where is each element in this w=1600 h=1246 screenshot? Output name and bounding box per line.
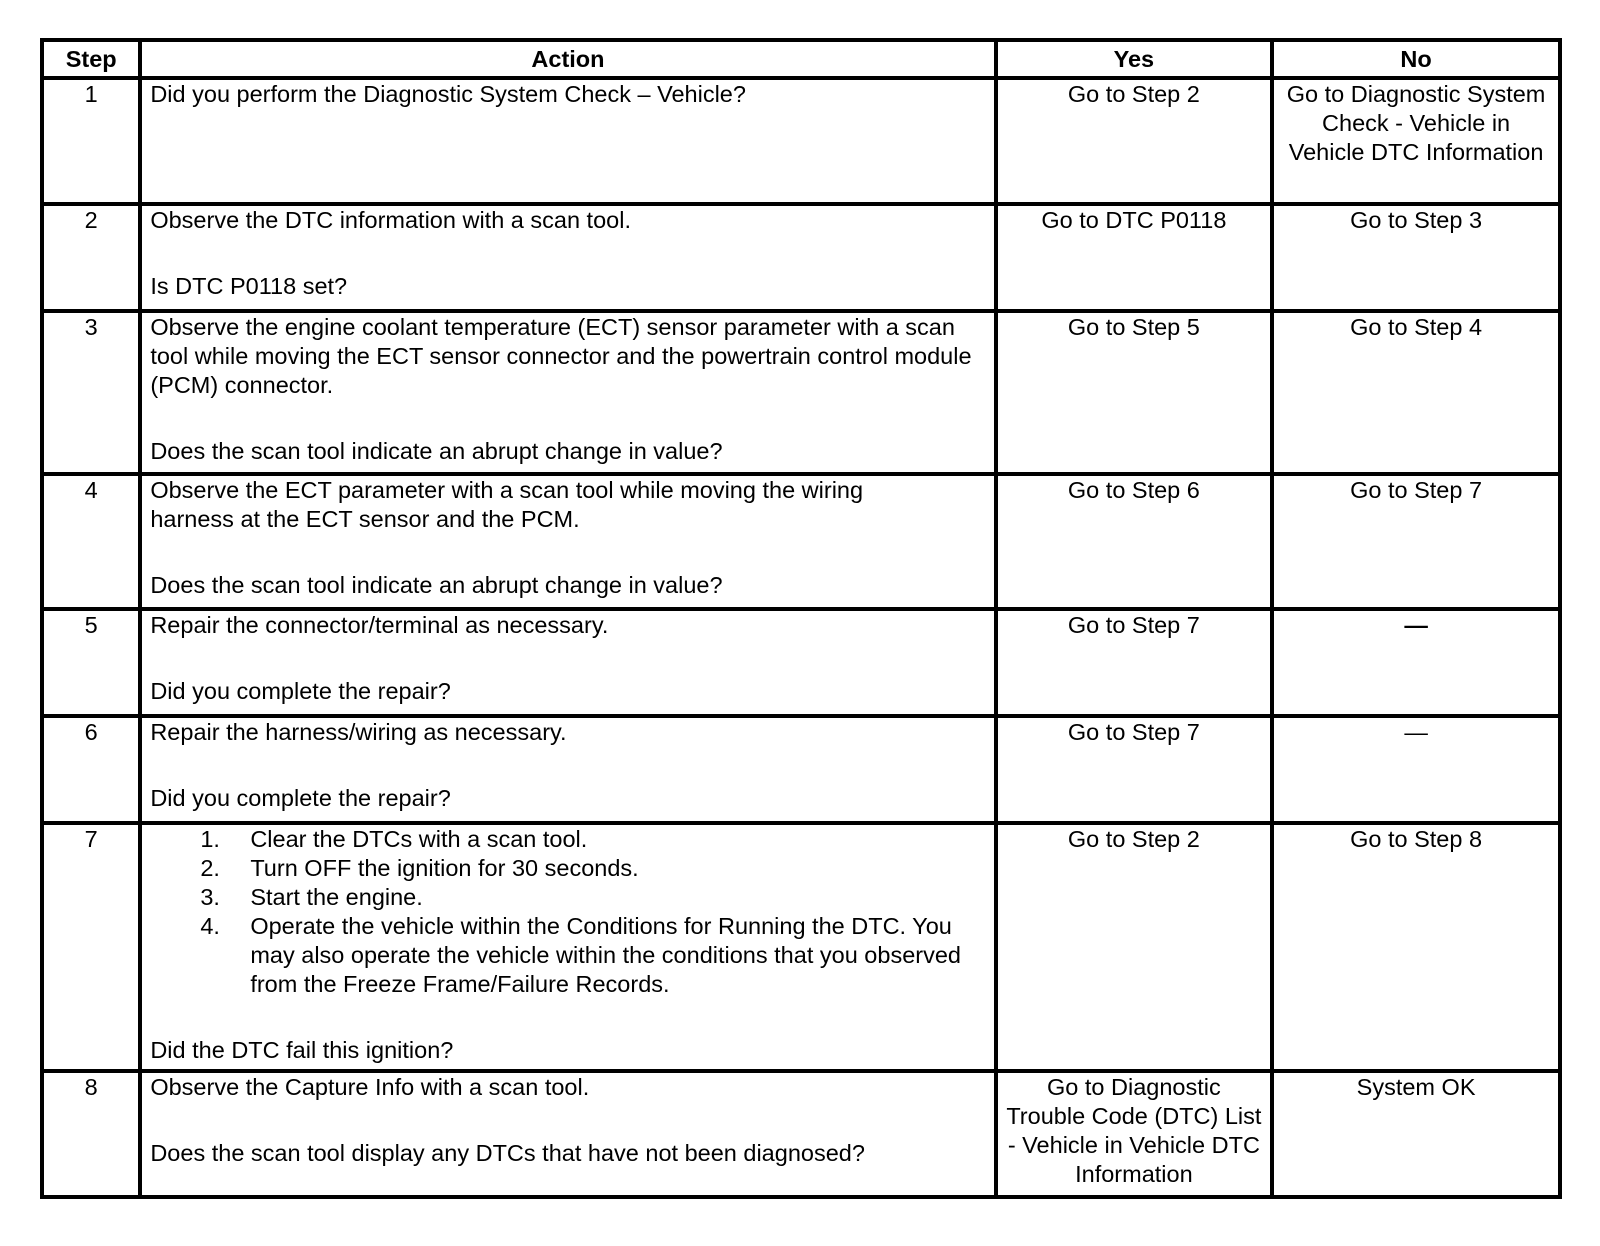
list-text: Start the engine. (250, 884, 423, 910)
action-cell (140, 823, 995, 1071)
action-cell (140, 311, 995, 474)
step-number: 4 (42, 474, 140, 609)
list-item (200, 912, 985, 999)
step-number: 3 (42, 311, 140, 474)
header-step: Step (42, 40, 140, 78)
header-no: No (1272, 40, 1560, 78)
list-number: 1. (200, 826, 220, 852)
step-number: 7 (42, 823, 140, 1071)
table-row (42, 609, 1560, 716)
header-row (42, 40, 1560, 78)
yes-cell: Go to Step 2 (996, 78, 1273, 204)
list-number: 2. (200, 855, 220, 881)
action-text: Observe the ECT parameter with a scan tool while moving the wiring harness at the ECT sensor and the PCM. (150, 477, 864, 532)
action-cell (140, 716, 995, 823)
table-row (42, 78, 1560, 204)
list-item (200, 854, 985, 883)
action-cell (140, 78, 995, 204)
action-text: Did you perform the Diagnostic System Check – Vehicle? (150, 81, 746, 107)
action-cell (140, 1071, 995, 1197)
action-text: Observe the DTC information with a scan tool. (150, 207, 631, 233)
action-question: Did you complete the repair? (150, 785, 451, 811)
step-number: 5 (42, 609, 140, 716)
yes-cell: Go to DTC P0118 (996, 204, 1273, 311)
list-item (200, 883, 985, 912)
action-text: Repair the harness/wiring as necessary. (150, 719, 567, 745)
step-number: 6 (42, 716, 140, 823)
action-question: Does the scan tool indicate an abrupt change in value? (150, 572, 723, 598)
list-text: Operate the vehicle within the Conditions for Running the DTC. You may also operate the vehicle within the conditions that you observed from the Freeze Frame/Failure Records. (250, 913, 961, 997)
list-number: 3. (200, 884, 220, 910)
no-cell: Go to Step 3 (1272, 204, 1560, 311)
yes-cell: Go to Step 2 (996, 823, 1273, 1071)
yes-cell: Go to Step 5 (996, 311, 1273, 474)
list-item (200, 825, 985, 854)
list-text: Clear the DTCs with a scan tool. (250, 826, 588, 852)
action-question: Does the scan tool display any DTCs that have not been diagnosed? (150, 1140, 865, 1166)
no-cell: — (1272, 609, 1560, 716)
yes-cell: Go to Step 7 (996, 609, 1273, 716)
action-cell (140, 204, 995, 311)
header-yes: Yes (996, 40, 1273, 78)
no-cell: System OK (1272, 1071, 1560, 1197)
yes-cell: Go to Diagnostic Trouble Code (DTC) List - Vehicle in Vehicle DTC Information (996, 1071, 1273, 1197)
action-question: Did you complete the repair? (150, 678, 451, 704)
action-question: Does the scan tool indicate an abrupt change in value? (150, 438, 723, 464)
yes-cell: Go to Step 6 (996, 474, 1273, 609)
table-row (42, 823, 1560, 1071)
list-number: 4. (200, 913, 220, 939)
action-question: Is DTC P0118 set? (150, 273, 348, 299)
table-row (42, 311, 1560, 474)
diagnostic-table (40, 38, 1562, 1199)
action-text: Repair the connector/terminal as necessary. (150, 612, 609, 638)
table-row (42, 474, 1560, 609)
header-action: Action (140, 40, 995, 78)
action-cell (140, 474, 995, 609)
step-number: 8 (42, 1071, 140, 1197)
step-number: 1 (42, 78, 140, 204)
step-number: 2 (42, 204, 140, 311)
no-cell: Go to Diagnostic System Check - Vehicle in Vehicle DTC Information (1272, 78, 1560, 204)
no-cell: Go to Step 4 (1272, 311, 1560, 474)
no-cell: — (1272, 716, 1560, 823)
no-cell: Go to Step 7 (1272, 474, 1560, 609)
table-row (42, 716, 1560, 823)
action-cell (140, 609, 995, 716)
procedure-list (150, 825, 985, 999)
no-cell: Go to Step 8 (1272, 823, 1560, 1071)
action-question: Did the DTC fail this ignition? (150, 1037, 454, 1063)
table-row (42, 1071, 1560, 1197)
yes-cell: Go to Step 7 (996, 716, 1273, 823)
table-row (42, 204, 1560, 311)
action-text: Observe the Capture Info with a scan tool. (150, 1074, 590, 1100)
action-text: Observe the engine coolant temperature (ECT) sensor parameter with a scan tool while moving the ECT sensor connector and the powertrain control module (PCM) connector. (150, 314, 972, 398)
list-text: Turn OFF the ignition for 30 seconds. (250, 855, 639, 881)
